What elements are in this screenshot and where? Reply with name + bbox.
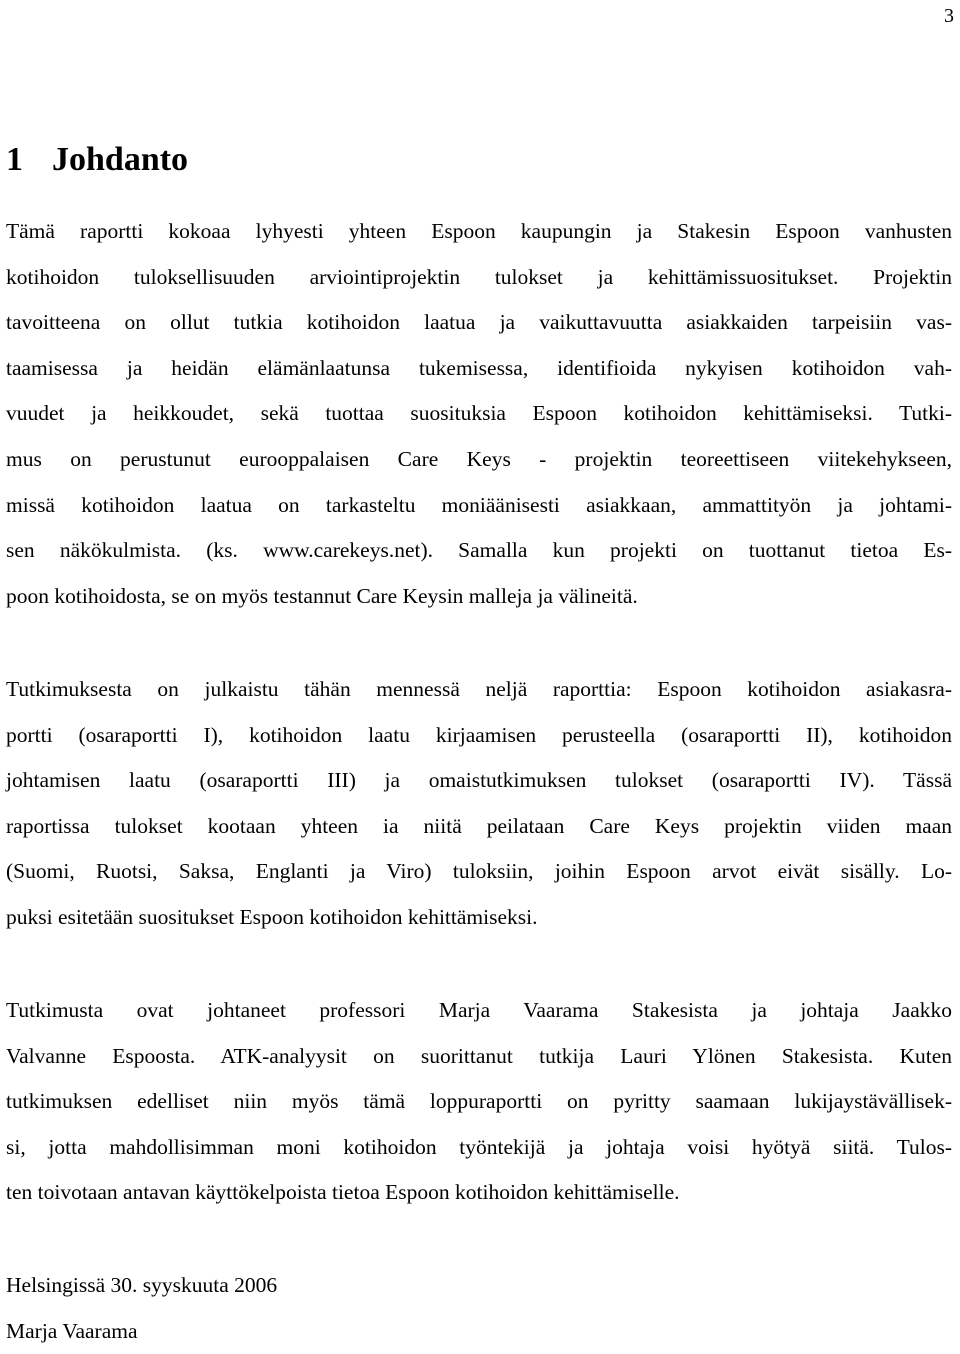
text-line: missä kotihoidon laatua on tarkasteltu moniäänisesti asiakkaan, ammattityön ja johtami- bbox=[6, 492, 952, 517]
text-line: ten toivotaan antavan käyttökelpoista tietoa Espoon kotihoidon kehittämiselle. bbox=[6, 1180, 680, 1205]
text-line: poon kotihoidosta, se on myös testannut Care Keysin malleja ja välineitä. bbox=[6, 583, 638, 608]
paragraph-reports bbox=[6, 667, 952, 941]
signature-place-date: Helsingissä 30. syyskuuta 2006 bbox=[6, 1273, 278, 1297]
paragraph-introduction bbox=[6, 209, 952, 619]
text-line: taamisessa ja heidän elämänlaatunsa tukemisessa, identifioida nykyisen kotihoidon vah- bbox=[6, 355, 952, 380]
text-line: Valvanne Espoosta. ATK-analyysit on suorittanut tutkija Lauri Ylönen Stakesista. Kuten bbox=[6, 1043, 952, 1068]
text-line: johtamisen laatu (osaraportti III) ja omaistutkimuksen tulokset (osaraportti IV). Tässä bbox=[6, 768, 952, 793]
section-number: 1 bbox=[6, 141, 23, 178]
page-number: 3 bbox=[944, 5, 954, 27]
section-title: Johdanto bbox=[52, 141, 189, 178]
text-line: Tämä raportti kokoaa lyhyesti yhteen Espoon kaupungin ja Stakesin Espoon vanhusten bbox=[6, 219, 952, 243]
section-heading bbox=[6, 136, 188, 184]
text-line: portti (osaraportti I), kotihoidon laatu kirjaamisen perusteella (osaraportti II), kotihoidon bbox=[6, 722, 952, 747]
text-line: puksi esitetään suositukset Espoon kotihoidon kehittämiseksi. bbox=[6, 904, 538, 929]
text-line: Tutkimuksesta on julkaistu tähän mennessä neljä raporttia: Espoon kotihoidon asiakasra- bbox=[6, 677, 952, 701]
text-line: raportissa tulokset kootaan yhteen ia niitä peilataan Care Keys projektin viiden maan bbox=[6, 813, 952, 838]
text-line: mus on perustunut eurooppalaisen Care Keys - projektin teoreettiseen viitekehykseen, bbox=[6, 446, 952, 471]
text-line: tavoitteena on ollut tutkia kotihoidon laatua ja vaikuttavuutta asiakkaiden tarpeisiin vas- bbox=[6, 310, 952, 335]
text-line: vuudet ja heikkoudet, sekä tuottaa suosituksia Espoon kotihoidon kehittämiseksi. Tutki- bbox=[6, 401, 952, 426]
text-line: kotihoidon tuloksellisuuden arviointiprojektin tulokset ja kehittämissuositukset. Projektin bbox=[6, 264, 952, 289]
text-line: (Suomi, Ruotsi, Saksa, Englanti ja Viro) tuloksiin, joihin Espoon arvot eivät sisälly. Lo- bbox=[6, 859, 952, 884]
text-line: sen näkökulmista. (ks. www.carekeys.net). Samalla kun projekti on tuottanut tietoa Es- bbox=[6, 538, 952, 563]
text-line: tutkimuksen edelliset niin myös tämä loppuraportti on pyritty saamaan lukijaystävällisek- bbox=[6, 1089, 952, 1114]
signature-name: Marja Vaarama bbox=[6, 1318, 138, 1343]
paragraph-authors bbox=[6, 988, 952, 1216]
text-line: si, jotta mahdollisimman moni kotihoidon työntekijä ja johtaja voisi hyötyä siitä. Tulos- bbox=[6, 1134, 952, 1159]
signature-block bbox=[6, 1263, 952, 1354]
text-line: Tutkimusta ovat johtaneet professori Marja Vaarama Stakesista ja johtaja Jaakko bbox=[6, 998, 952, 1022]
